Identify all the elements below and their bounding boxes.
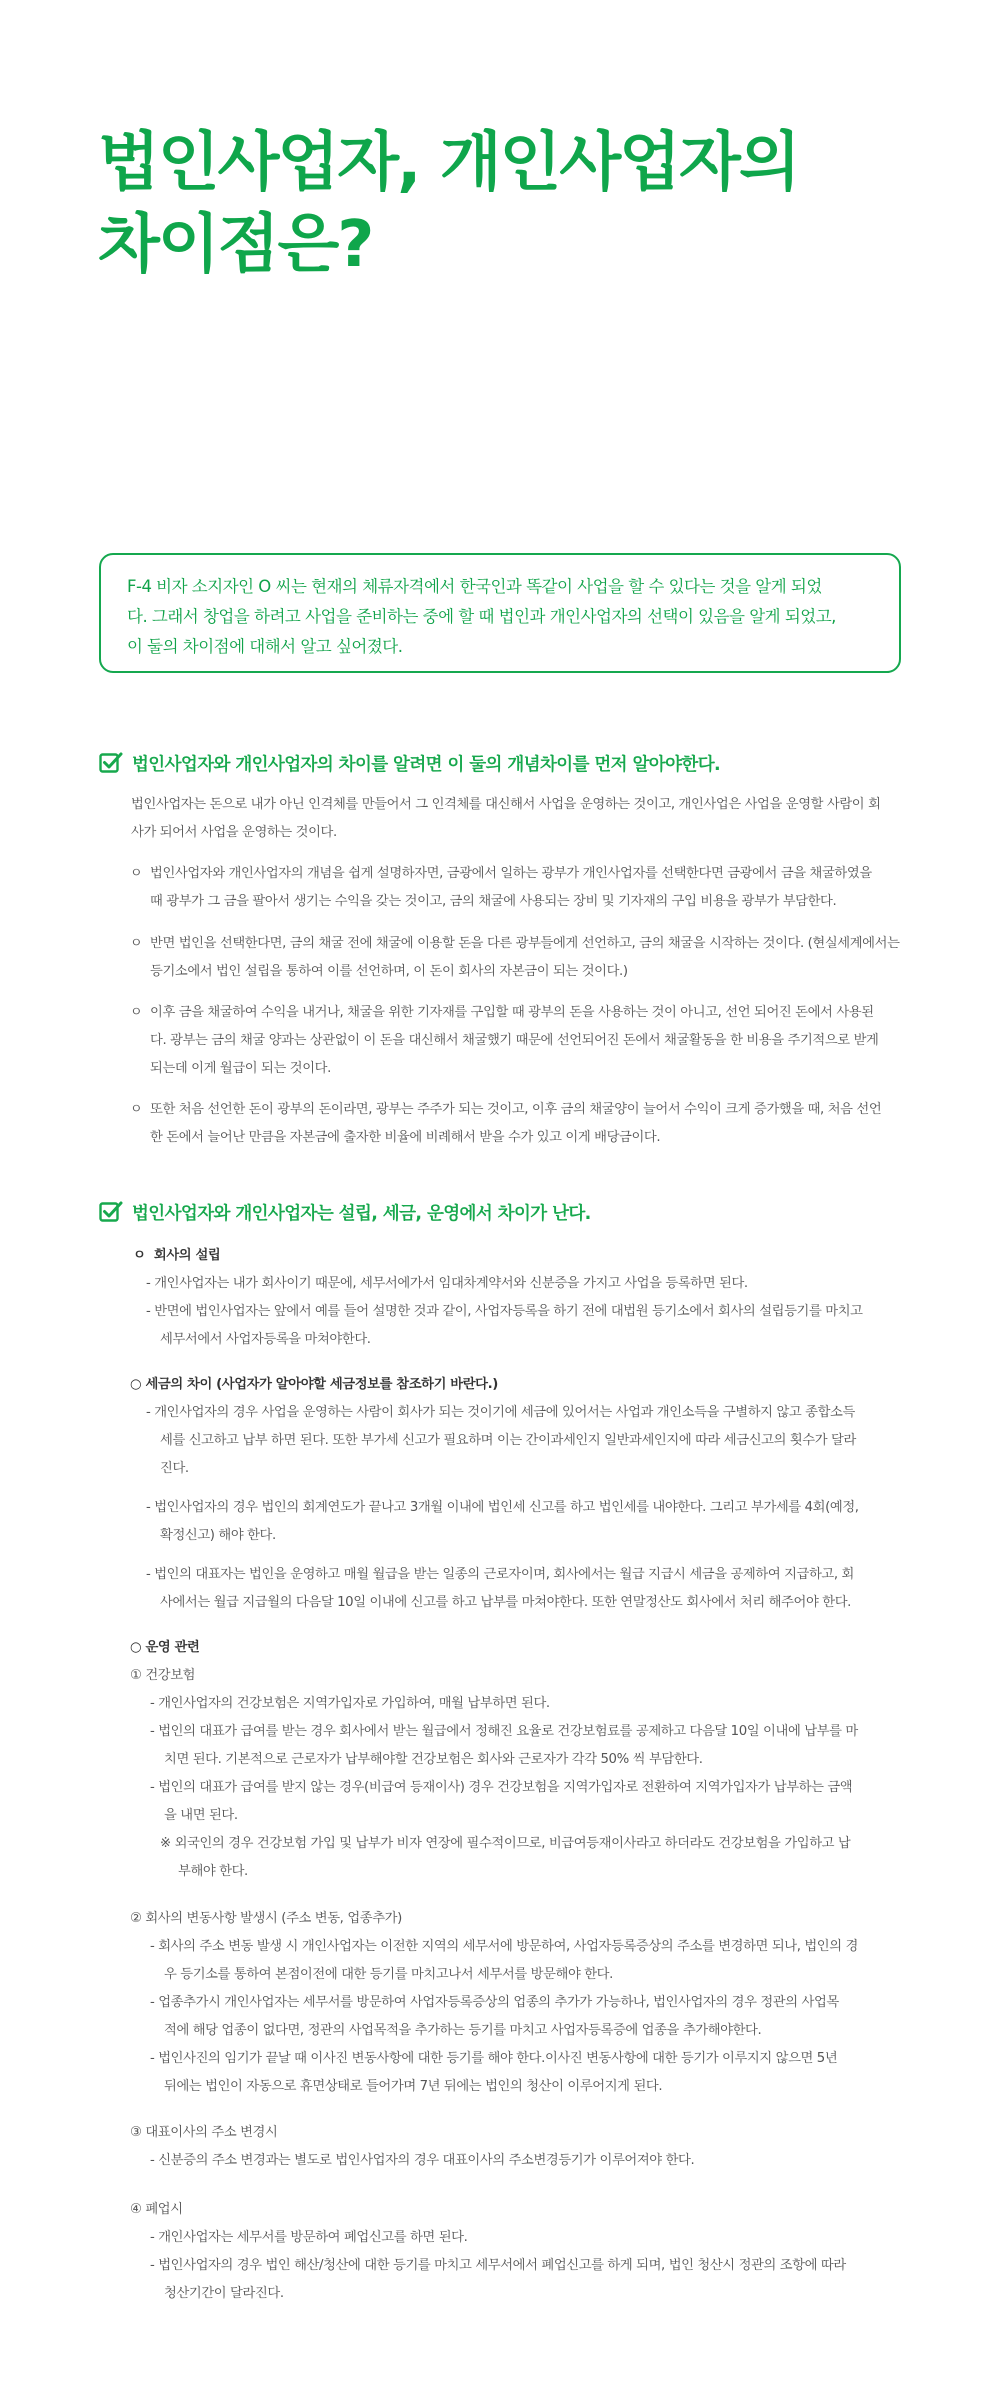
establish-item-2-line-2: 세무서에서 사업자등록을 마쳐야한다. (160, 1332, 371, 1347)
dash-marker: - (146, 1567, 151, 1582)
page-title (98, 122, 918, 286)
section1-bullet-4 (130, 1096, 882, 1152)
change-item-3 (150, 2045, 837, 2073)
health-note-line-1: ※ 외국인의 경우 건강보험 가입 및 납부가 비자 연장에 필수적이므로, 비급여등재이사라고 하더라도 건강보험을 가입하고 납 (160, 1836, 851, 1851)
operation-title (130, 1634, 199, 1662)
address-label: ③ 대표이사의 주소 변경시 (130, 2125, 278, 2140)
dash-marker: - (150, 2153, 155, 2168)
health-item-2-line-1: 법인의 대표가 급여를 받는 경우 회사에서 받는 월급에서 정해진 요율로 건강보험료를 공제하고 다음달 10일 이내에 납부를 마 (158, 1724, 858, 1739)
section1-heading-text: 법인사업자와 개인사업자의 차이를 알려면 이 둘의 개념차이를 먼저 알아야한다. (132, 754, 721, 775)
health-item-1-text: 개인사업자의 건강보험은 지역가입자로 가입하여, 매월 납부하면 된다. (158, 1696, 550, 1711)
establish-title (133, 1242, 220, 1270)
tax-item-1-line-1: 개인사업자의 경우 사업을 운영하는 사람이 회사가 되는 것이기에 세금에 있어서는 사업과 개인소득을 구별하지 않고 종합소득 (154, 1405, 855, 1420)
intro-box (99, 553, 901, 673)
page-title-line-1: 법인사업자, 개인사업자의 (98, 126, 799, 200)
section1-intro-line-2: 사가 되어서 사업을 운영하는 것이다. (131, 825, 337, 840)
change-item-1-line-1: 회사의 주소 변동 발생 시 개인사업자는 이전한 지역의 세무서에 방문하여, 사업자등록증상의 주소를 변경하면 되나, 법인의 경 (158, 1939, 858, 1954)
dash-marker: - (150, 1780, 155, 1795)
dash-marker: - (150, 1696, 155, 1711)
intro-line-1: F-4 비자 소지자인 O 씨는 현재의 체류자격에서 한국인과 똑같이 사업을 할 수 있다는 것을 알게 되었 (127, 577, 822, 596)
tax-item-2-line-1: 법인사업자의 경우 법인의 회계연도가 끝나고 3개월 이내에 법인세 신고를 하고 법인세를 내야한다. 그리고 부가세를 4회(예정, (154, 1500, 859, 1515)
dash-marker: - (150, 2051, 155, 2066)
tax-item-1-line-3: 진다. (160, 1461, 189, 1476)
bullet-marker: ㅇ (130, 866, 143, 881)
section1-bullet-3-line-2: 다. 광부는 금의 채굴 양과는 상관없이 이 돈을 대신해서 채굴했기 때문에 선언되어진 돈에서 채굴활동을 한 비용을 주기적으로 받게 (150, 1033, 879, 1048)
intro-line-3: 이 둘의 차이점에 대해서 알고 싶어졌다. (127, 637, 403, 656)
circle-marker: ㅇ (133, 1248, 146, 1263)
page-title-line-2: 차이점은? (98, 208, 373, 282)
bullet-marker: ㅇ (130, 936, 143, 951)
dash-marker: - (146, 1276, 151, 1291)
section1-bullet-1-line-2: 때 광부가 그 금을 팔아서 생기는 수익을 갖는 것이고, 금의 채굴에 사용되는 장비 및 기자재의 구입 비용을 광부가 부담한다. (150, 894, 837, 909)
closure-item-1-text: 개인사업자는 세무서를 방문하여 폐업신고를 하면 된다. (158, 2230, 468, 2245)
change-item-3-line-1: 법인사진의 임기가 끝날 때 이사진 변동사항에 대한 등기를 해야 한다.이사진 변동사항에 대한 등기가 이루지지 않으면 5년 (158, 2051, 838, 2066)
section1-bullet-2 (130, 930, 900, 986)
establish-title-text: 회사의 설립 (153, 1248, 221, 1263)
section1-intro-line-1: 법인사업자는 돈으로 내가 아닌 인격체를 만들어서 그 인격체를 대신해서 사업을 운영하는 것이고, 개인사업은 사업을 운영할 사람이 회 (131, 797, 881, 812)
checkbox-check-icon (99, 1200, 123, 1224)
section1-bullet-3 (130, 999, 879, 1083)
closure-item-2-line-1: 법인사업자의 경우 법인 해산/청산에 대한 등기를 마치고 세무서에서 폐업신고를 하게 되며, 법인 청산시 정관의 조항에 따라 (158, 2258, 846, 2273)
health-item-3 (150, 1774, 852, 1802)
health-item-1 (150, 1690, 550, 1718)
section2-heading (99, 1199, 591, 1225)
section1-bullet-1 (130, 860, 872, 916)
section1-bullet-4-line-2: 한 돈에서 늘어난 만큼을 자본금에 출자한 비율에 비례해서 받을 수가 있고 이게 배당금이다. (150, 1130, 661, 1145)
change-item-2-line-1: 업종추가시 개인사업자는 세무서를 방문하여 사업자등록증상의 업종의 추가가 가능하나, 법인사업자의 경우 정관의 사업목 (158, 1995, 839, 2010)
operation-title-text: 운영 관련 (145, 1640, 200, 1655)
health-note-line-2: 부해야 한다. (178, 1864, 248, 1879)
tax-item-1 (146, 1399, 855, 1427)
hollow-circle-marker: ○ (130, 1640, 142, 1655)
dash-marker: - (146, 1304, 151, 1319)
bullet-marker: ㅇ (130, 1102, 143, 1117)
establish-item-2 (146, 1298, 863, 1326)
tax-item-3-line-1: 법인의 대표자는 법인을 운영하고 매월 월급을 받는 일종의 근로자이며, 회사에서는 월급 지급시 세금을 공제하여 지급하고, 회 (154, 1567, 854, 1582)
dash-marker: - (150, 1939, 155, 1954)
health-item-3-line-2: 을 내면 된다. (164, 1808, 238, 1823)
health-item-2 (150, 1718, 858, 1746)
health-item-2-line-2: 치면 된다. 기본적으로 근로자가 납부해야할 건강보험은 회사와 근로자가 각각 50% 씩 부담한다. (164, 1752, 703, 1767)
tax-item-3-line-2: 사에서는 월급 지급월의 다음달 10일 이내에 신고를 하고 납부를 마쳐야한다. 또한 연말정산도 회사에서 처리 해주어야 한다. (160, 1595, 851, 1610)
closure-item-2 (150, 2252, 846, 2280)
change-item-3-line-2: 뒤에는 법인이 자동으로 휴면상태로 들어가며 7년 뒤에는 법인의 청산이 이루어지게 된다. (164, 2079, 663, 2094)
tax-item-1-line-2: 세를 신고하고 납부 하면 된다. 또한 부가세 신고가 필요하며 이는 간이과세인지 일반과세인지에 따라 세금신고의 횟수가 달라 (160, 1433, 856, 1448)
tax-title (130, 1371, 498, 1399)
dash-marker: - (150, 2258, 155, 2273)
tax-item-2-line-2: 확정신고) 해야 한다. (160, 1528, 276, 1543)
dash-marker: - (150, 1724, 155, 1739)
health-item-3-line-1: 법인의 대표가 급여를 받지 않는 경우(비급여 등재이사) 경우 건강보험을 지역가입자로 전환하여 지역가입자가 납부하는 금액 (158, 1780, 853, 1795)
establish-item-1 (146, 1270, 748, 1298)
section1-bullet-3-line-3: 되는데 이게 월급이 되는 것이다. (150, 1061, 331, 1076)
address-item-1 (150, 2147, 694, 2175)
closure-item-1 (150, 2224, 467, 2252)
address-item-1-text: 신분증의 주소 변경과는 별도로 법인사업자의 경우 대표이사의 주소변경등기가 이루어져야 한다. (158, 2153, 695, 2168)
section1-bullet-2-line-2: 등기소에서 법인 설립을 통하여 이를 선언하며, 이 돈이 회사의 자본금이 되는 것이다.) (150, 964, 628, 979)
establish-item-2-line-1: 반면에 법인사업자는 앞에서 예를 들어 설명한 것과 같이, 사업자등록을 하기 전에 대법원 등기소에서 회사의 설립등기를 마치고 (154, 1304, 863, 1319)
change-item-2 (150, 1989, 839, 2017)
dash-marker: - (146, 1405, 151, 1420)
tax-item-3 (146, 1561, 854, 1589)
change-item-1-line-2: 우 등기소를 통하여 본점이전에 대한 등기를 마치고나서 세무서를 방문해야 한다. (164, 1967, 613, 1982)
section1-bullet-4-line-1: 또한 처음 선언한 돈이 광부의 돈이라면, 광부는 주주가 되는 것이고, 이후 금의 채굴양이 늘어서 수익이 크게 증가했을 때, 처음 선언 (150, 1102, 882, 1117)
section1-heading (99, 750, 720, 776)
section1-bullet-1-line-1: 법인사업자와 개인사업자의 개념을 쉽게 설명하자면, 금광에서 일하는 광부가 개인사업자를 선택한다면 금광에서 금을 채굴하였을 (150, 866, 872, 881)
closure-item-2-line-2: 청산기간이 달라진다. (164, 2286, 284, 2301)
establish-item-1-text: 개인사업자는 내가 회사이기 때문에, 세무서에가서 임대차계약서와 신분증을 가지고 사업을 등록하면 된다. (154, 1276, 748, 1291)
checkbox-check-icon (99, 751, 123, 775)
intro-line-2: 다. 그래서 창업을 하려고 사업을 준비하는 중에 할 때 법인과 개인사업자의 선택이 있음을 알게 되었고, (127, 607, 836, 626)
change-item-2-line-2: 적에 해당 업종이 없다면, 정관의 사업목적을 추가하는 등기를 마치고 사업자등록증에 업종을 추가해야한다. (164, 2023, 762, 2038)
section2-heading-text: 법인사업자와 개인사업자는 설립, 세금, 운영에서 차이가 난다. (132, 1203, 591, 1224)
section1-bullet-2-line-1: 반면 법인을 선택한다면, 금의 채굴 전에 채굴에 이용할 돈을 다른 광부들에게 선언하고, 금의 채굴을 시작하는 것이다. (현실세계에서는 (150, 936, 900, 951)
dash-marker: - (150, 2230, 155, 2245)
dash-marker: - (146, 1500, 151, 1515)
section1-bullet-3-line-1: 이후 금을 채굴하여 수익을 내거나, 채굴을 위한 기자재를 구입할 때 광부의 돈을 사용하는 것이 아니고, 선언 되어진 돈에서 사용된 (150, 1005, 874, 1020)
dash-marker: - (150, 1995, 155, 2010)
closure-label: ④ 폐업시 (130, 2202, 183, 2217)
bullet-marker: ㅇ (130, 1005, 143, 1020)
tax-title-text: 세금의 차이 (사업자가 알아야할 세금정보를 참조하기 바란다.) (145, 1377, 498, 1392)
change-label: ② 회사의 변동사항 발생시 (주소 변동, 업종추가) (130, 1911, 402, 1926)
section1-intro (131, 791, 881, 847)
health-label: ① 건강보험 (130, 1668, 196, 1683)
change-item-1 (150, 1933, 858, 1961)
tax-item-2 (146, 1494, 859, 1522)
hollow-circle-marker: ○ (130, 1377, 142, 1392)
